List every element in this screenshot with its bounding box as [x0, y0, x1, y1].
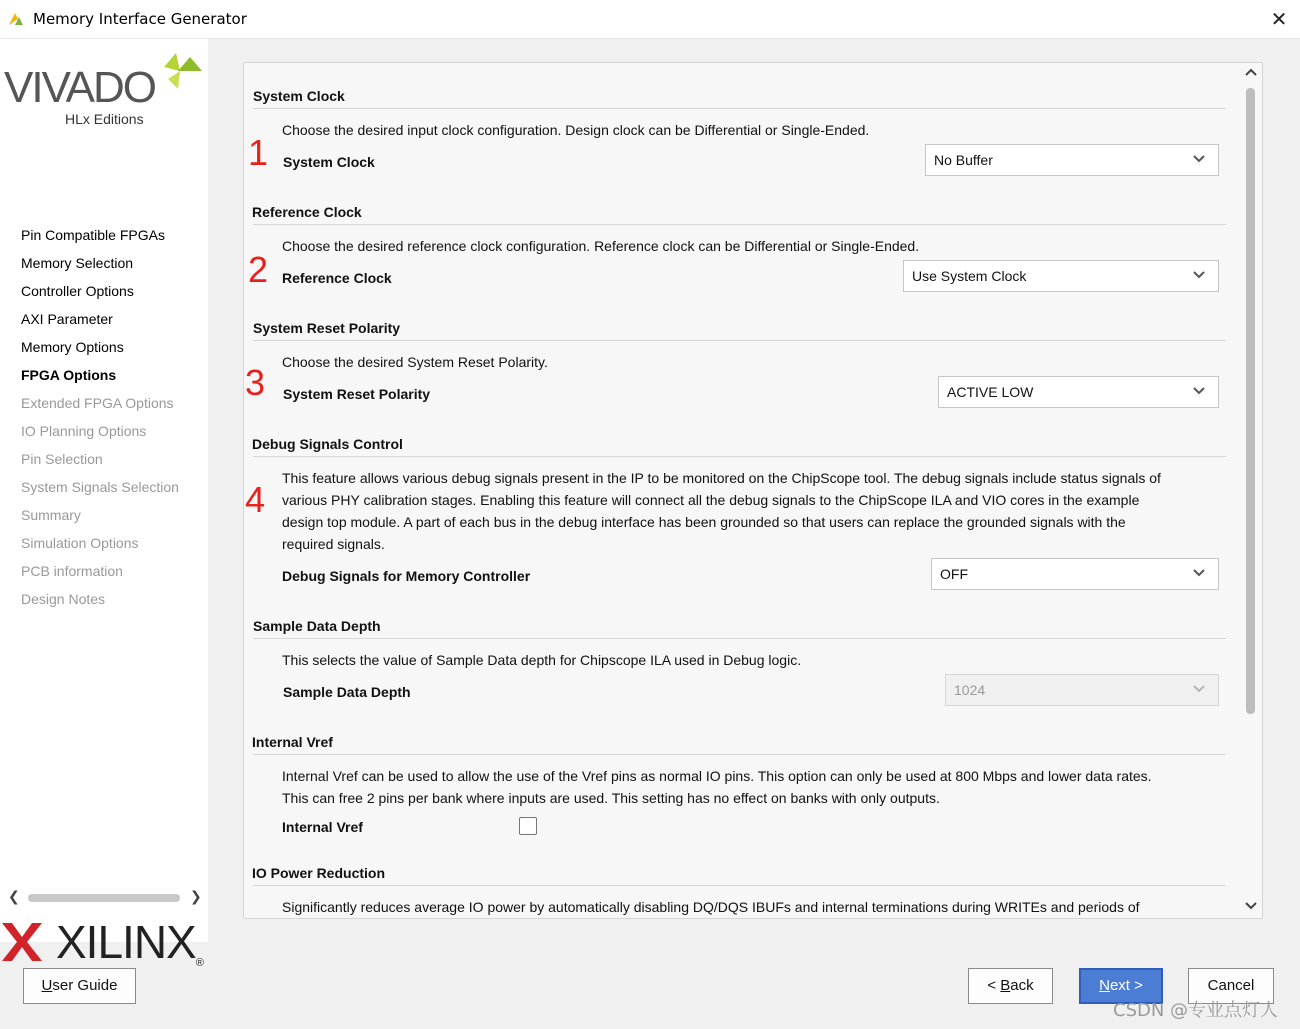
- debug-description-line-2: various PHY calibration stages. Enabling this feature will connect all the debug signals to the ChipScope ILA and VIO cores in the example: [282, 492, 1140, 508]
- sample-depth-select: [945, 674, 1219, 706]
- debug-description-line-3: design top module. A part of each bus in the debug interface has been grounded so that users can replace the grounded signals with the: [282, 514, 1126, 530]
- reference-clock-description: Choose the desired reference clock configuration. Reference clock can be Differential or Single-Ended.: [282, 238, 920, 254]
- sidebar-item-system-signals-selection: System Signals Selection: [21, 479, 179, 495]
- section-title-reset-polarity: System Reset Polarity: [253, 320, 401, 336]
- section-title-system-clock: System Clock: [253, 88, 345, 104]
- reset-polarity-label: System Reset Polarity: [283, 386, 431, 402]
- annotation-number: 1: [248, 132, 269, 173]
- sidebar-item-axi-parameter[interactable]: AXI Parameter: [21, 311, 113, 327]
- cancel-button[interactable]: Cancel: [1188, 968, 1274, 1004]
- reference-clock-value: Use System Clock: [912, 268, 1027, 284]
- scroll-left-icon[interactable]: ❮: [8, 889, 20, 905]
- chevron-down-icon: [1192, 154, 1206, 164]
- sidebar-item-pcb-information: PCB information: [21, 563, 123, 579]
- divider: [253, 638, 1226, 639]
- section-title-internal-vref: Internal Vref: [252, 734, 333, 750]
- xilinx-logo-text: XILINX®: [56, 916, 203, 969]
- sidebar-item-io-planning-options: IO Planning Options: [21, 423, 147, 439]
- scroll-down-icon[interactable]: [1244, 900, 1258, 912]
- sidebar-item-simulation-options: Simulation Options: [21, 535, 139, 551]
- user-guide-button[interactable]: User Guide: [23, 968, 136, 1004]
- sidebar-item-design-notes: Design Notes: [21, 591, 106, 607]
- reference-clock-label: Reference Clock: [282, 270, 392, 286]
- wizard-step-list: [21, 224, 179, 616]
- system-clock-select[interactable]: [925, 144, 1219, 176]
- fpga-options-panel: [243, 62, 1263, 919]
- scroll-right-icon[interactable]: ❯: [190, 889, 202, 905]
- reset-polarity-value: ACTIVE LOW: [947, 384, 1034, 400]
- wizard-sidebar: [0, 39, 208, 969]
- back-button[interactable]: < Back: [968, 968, 1053, 1004]
- internal-vref-description-line-2: This can free 2 pins per bank where inputs are used. This setting has no effect on banks with only outputs.: [282, 790, 940, 806]
- system-clock-label: System Clock: [283, 154, 375, 170]
- sample-depth-label: Sample Data Depth: [283, 684, 411, 700]
- vivado-app-icon: [7, 9, 27, 29]
- title-bar: [0, 0, 1300, 39]
- annotation-number: 3: [245, 362, 266, 403]
- scroll-up-icon[interactable]: [1244, 66, 1258, 78]
- section-title-debug-signals: Debug Signals Control: [252, 436, 403, 452]
- divider: [253, 456, 1226, 457]
- debug-signals-value: OFF: [940, 566, 968, 582]
- scrollbar-thumb[interactable]: [28, 894, 180, 902]
- chevron-down-icon: [1192, 684, 1206, 694]
- sidebar-item-memory-options[interactable]: Memory Options: [21, 339, 124, 355]
- chevron-down-icon: [1192, 386, 1206, 396]
- watermark: CSDN @专业点灯人: [1113, 1000, 1279, 1021]
- debug-signals-label: Debug Signals for Memory Controller: [282, 568, 531, 584]
- section-title-io-power-reduction: IO Power Reduction: [252, 865, 386, 881]
- section-title-reference-clock: Reference Clock: [252, 204, 362, 220]
- vivado-edition-text: HLx Editions: [65, 111, 144, 127]
- window-title: Memory Interface Generator: [33, 10, 247, 28]
- xilinx-logo-icon: [2, 923, 42, 961]
- divider: [253, 885, 1226, 886]
- reset-polarity-select[interactable]: [938, 376, 1219, 408]
- close-icon[interactable]: ✕: [1270, 7, 1288, 31]
- section-title-sample-data-depth: Sample Data Depth: [253, 618, 381, 634]
- sidebar-item-extended-fpga-options: Extended FPGA Options: [21, 395, 174, 411]
- internal-vref-label: Internal Vref: [282, 819, 363, 835]
- internal-vref-checkbox[interactable]: [519, 817, 537, 835]
- reference-clock-select[interactable]: [903, 260, 1219, 292]
- reset-polarity-description: Choose the desired System Reset Polarity.: [282, 354, 548, 370]
- system-clock-value: No Buffer: [934, 152, 993, 168]
- sidebar-item-summary: Summary: [21, 507, 81, 523]
- annotation-number: 4: [245, 479, 266, 520]
- divider: [253, 754, 1226, 755]
- io-power-description: Significantly reduces average IO power by automatically disabling DQ/DQS IBUFs and internal terminations during WRITEs and periods of: [282, 899, 1140, 915]
- scrollbar-thumb[interactable]: [1246, 88, 1255, 714]
- next-button[interactable]: Next >: [1079, 968, 1163, 1004]
- vivado-logo-text: VIVADO: [4, 63, 156, 112]
- internal-vref-description-line-1: Internal Vref can be used to allow the use of the Vref pins as normal IO pins. This option can only be used at 800 Mbps and lower data rates.: [282, 768, 1152, 784]
- vivado-logo-icon: [160, 45, 204, 95]
- debug-description-line-4: required signals.: [282, 536, 385, 552]
- annotation-number: 2: [248, 249, 269, 290]
- chevron-down-icon: [1192, 270, 1206, 280]
- panel-vertical-scrollbar[interactable]: [1243, 66, 1259, 916]
- divider: [253, 108, 1226, 109]
- sidebar-item-controller-options[interactable]: Controller Options: [21, 283, 134, 299]
- sample-depth-value: 1024: [954, 682, 986, 698]
- sidebar-item-pin-selection: Pin Selection: [21, 451, 103, 467]
- debug-signals-select[interactable]: [931, 558, 1219, 590]
- sample-depth-description: This selects the value of Sample Data depth for Chipscope ILA used in Debug logic.: [282, 652, 802, 668]
- sidebar-horizontal-scrollbar[interactable]: [4, 891, 204, 905]
- system-clock-description: Choose the desired input clock configuration. Design clock can be Differential or Single-Ended.: [282, 122, 870, 138]
- debug-description-line-1: This feature allows various debug signals present in the IP to be monitored on the ChipScope tool. The debug signals include status signals of: [282, 470, 1161, 486]
- divider: [253, 224, 1226, 225]
- chevron-down-icon: [1192, 568, 1206, 578]
- sidebar-item-fpga-options[interactable]: FPGA Options: [21, 367, 117, 383]
- divider: [253, 340, 1226, 341]
- sidebar-item-memory-selection[interactable]: Memory Selection: [21, 255, 134, 271]
- sidebar-item-pin-compatible-fpgas[interactable]: Pin Compatible FPGAs: [21, 227, 165, 243]
